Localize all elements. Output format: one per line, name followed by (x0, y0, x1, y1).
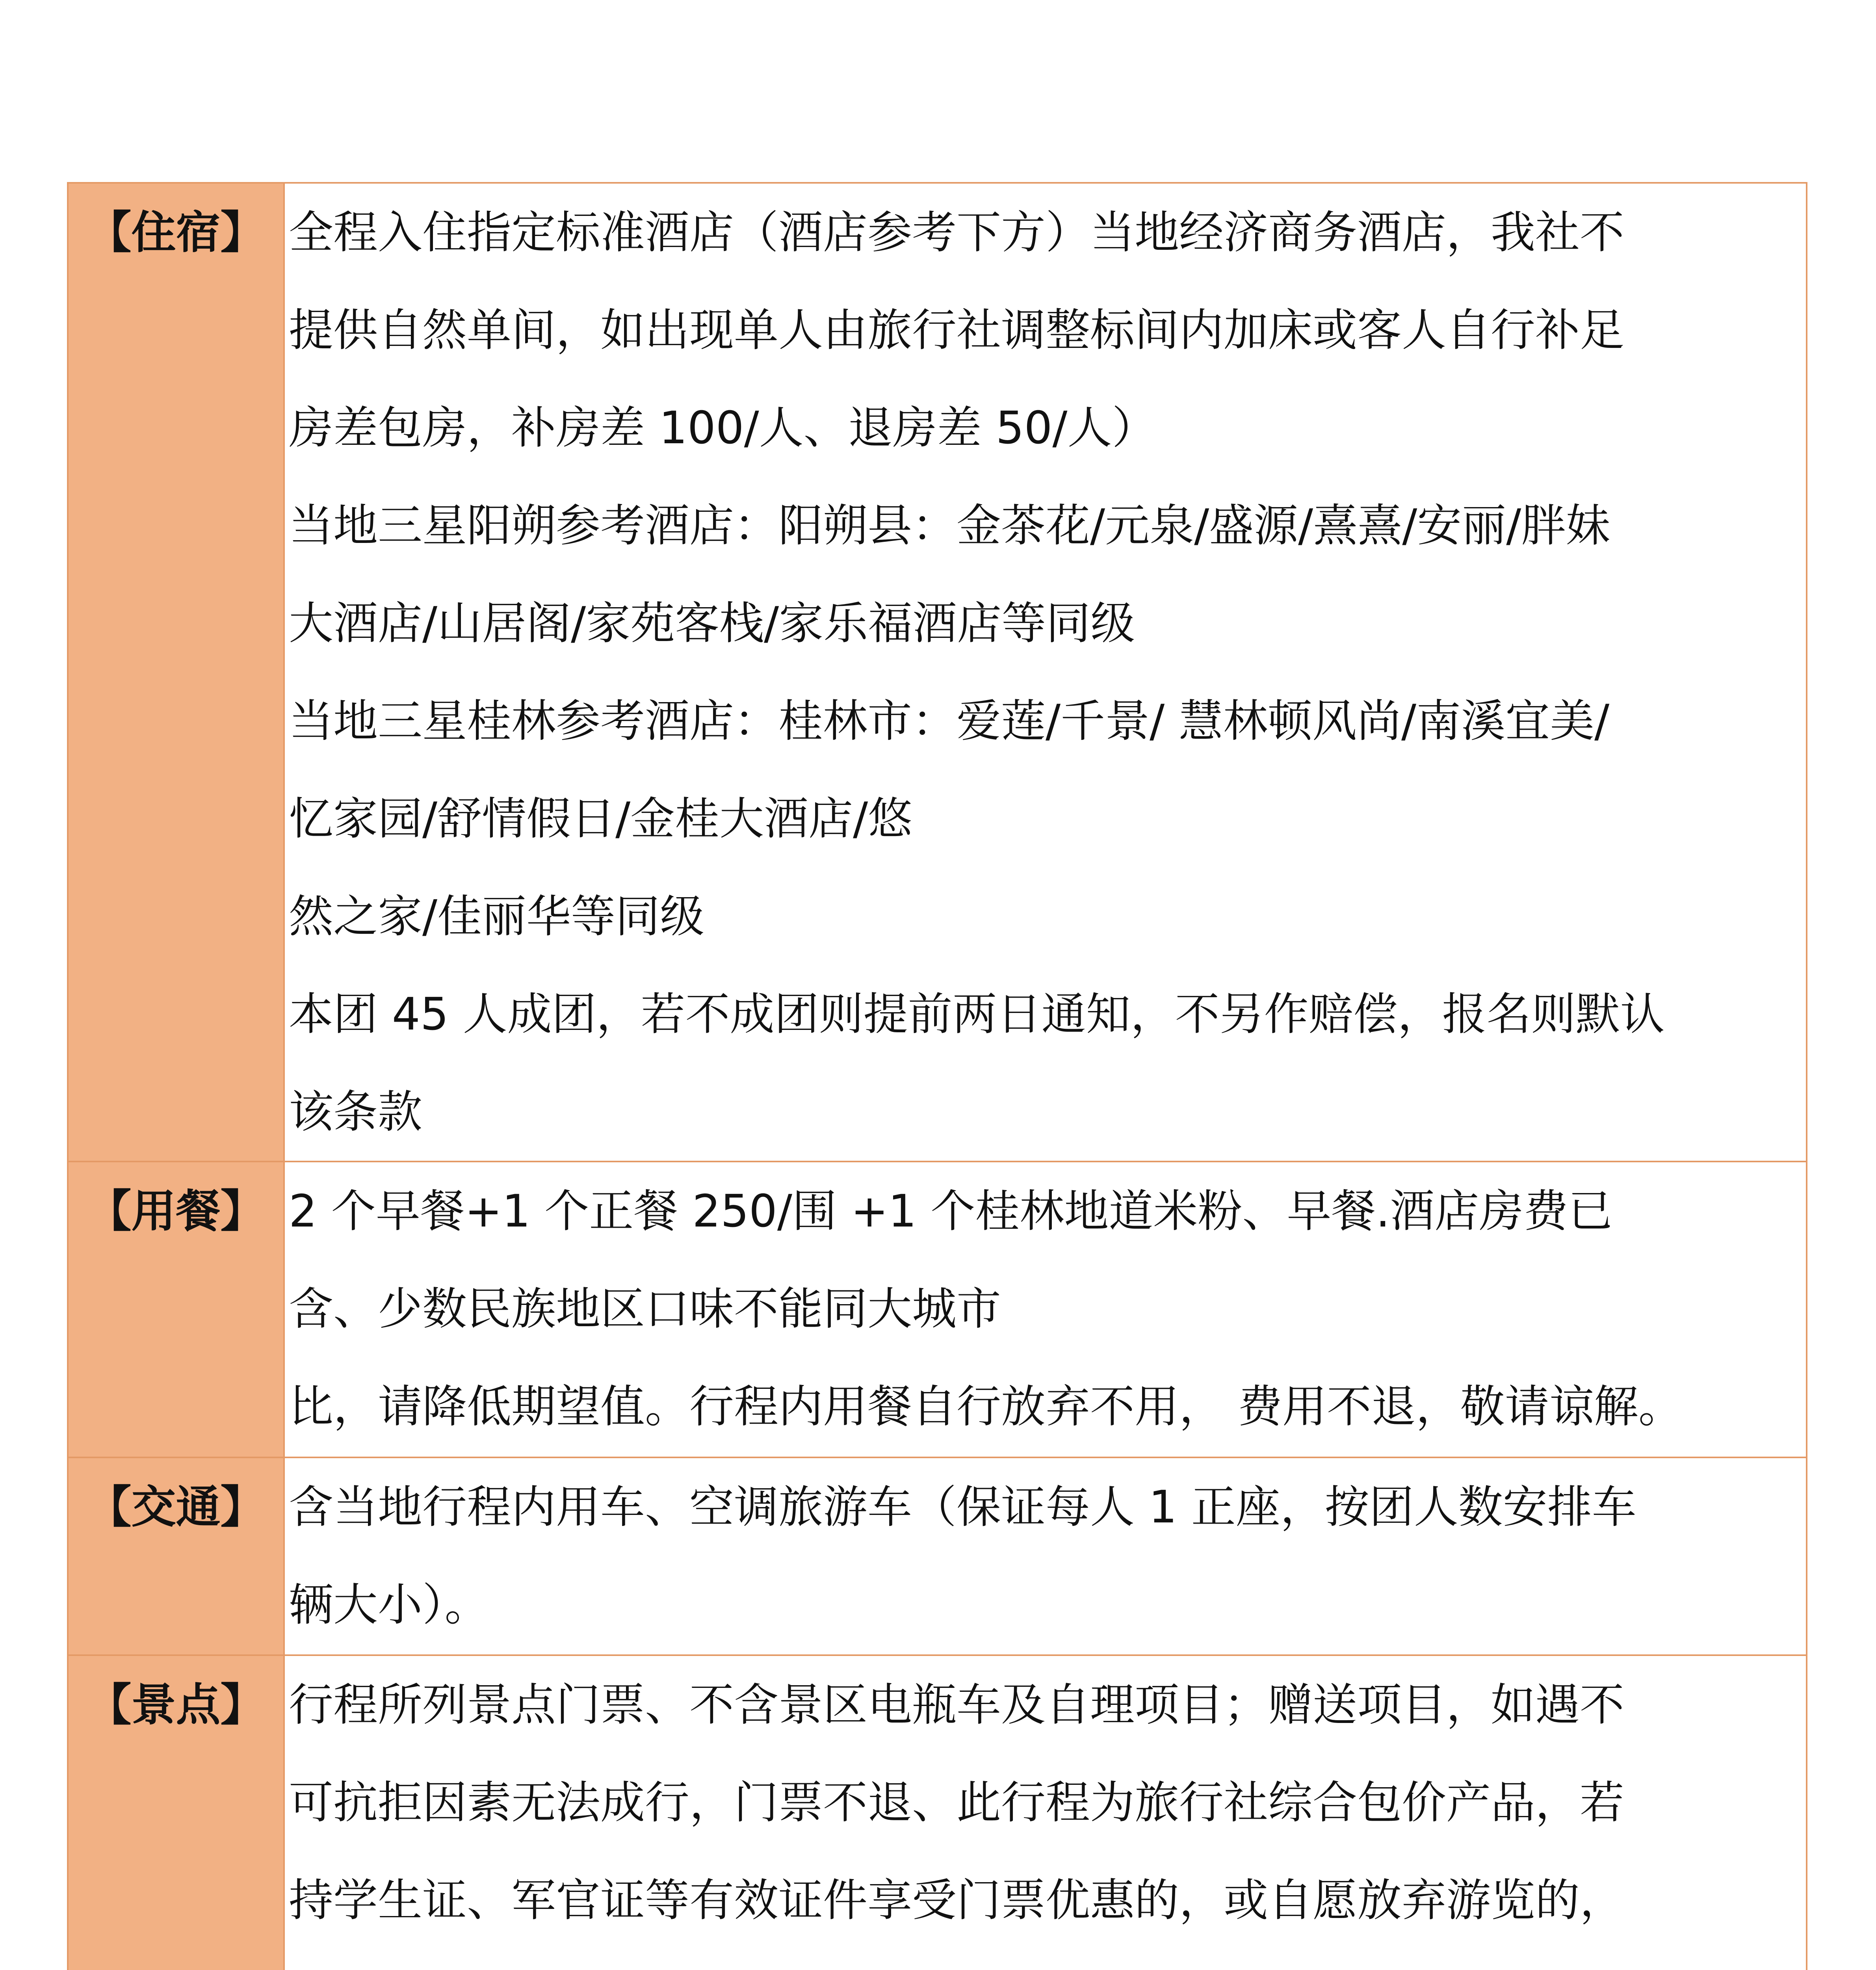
table-row-lodging (68, 183, 1807, 1162)
content-line (289, 1949, 1803, 1970)
content-line: 可抗拒因素无法成行，门票不退、此行程为旅行社综合包价产品，若 (289, 1777, 1624, 1829)
content-line: 当地三星阳朔参考酒店：阳朔县：金茶花/元泉/盛源/熹熹/安丽/胖妹 (289, 500, 1610, 552)
content-line: 忆家园/舒情假日/金桂大酒店/悠 (289, 793, 913, 845)
content-line: 房差包房，补房差 100/人、退房差 50/人） (289, 402, 1157, 454)
row-label (68, 183, 284, 1162)
row-content (284, 183, 1807, 1162)
content-line: 2 个早餐+1 个正餐 250/围 +1 个桂林地道米粉、早餐.酒店房费已 (289, 1185, 1613, 1237)
table-row-meals (68, 1162, 1807, 1457)
info-table (67, 182, 1807, 1970)
content-line: 本团 45 人成团，若不成团则提前两日通知，不另作赔偿，报名则默认 (289, 988, 1665, 1040)
content-line: 大酒店/山居阁/家苑客栈/家乐福酒店等同级 (289, 597, 1135, 649)
row-content (284, 1162, 1807, 1457)
row-label (68, 1655, 284, 1970)
table-row-attractions (68, 1655, 1807, 1970)
row-label-text: 【交通】 (87, 1481, 265, 1533)
content-line: 提供自然单间，如出现单人由旅行社调整标间内加床或客人自行补足 (289, 304, 1624, 356)
content-line: 行程所列景点门票、不含景区电瓶车及自理项目；赠送项目，如遇不 (289, 1679, 1624, 1731)
content-line: 辆大小）。 (289, 1579, 489, 1631)
row-label (68, 1162, 284, 1457)
row-label-text: 【住宿】 (87, 206, 265, 258)
content-line: 含、少数民族地区口味不能同大城市 (289, 1283, 1001, 1335)
content-line: 持学生证、军官证等有效证件享受门票优惠的，或自愿放弃游览的， (289, 1874, 1624, 1926)
row-label (68, 1457, 284, 1655)
content-line: 比，请降低期望值。行程内用餐自行放弃不用， 费用不退，敬请谅解。 (289, 1381, 1683, 1433)
content-line: 当地三星桂林参考酒店：桂林市：爱莲/千景/ 慧林顿风尚/南溪宜美/ (289, 695, 1610, 747)
row-label-text: 【用餐】 (87, 1185, 265, 1237)
table-row-transport (68, 1457, 1807, 1655)
row-content (284, 1457, 1807, 1655)
content-line: 该条款 (289, 1086, 422, 1138)
row-label-text: 【景点】 (87, 1679, 265, 1731)
content-line: 然之家/佳丽华等同级 (289, 890, 705, 942)
content-line: 含当地行程内用车、空调旅游车（保证每人 1 正座，按团人数安排车 (289, 1481, 1636, 1533)
row-content (284, 1655, 1807, 1970)
content-line: 全程入住指定标准酒店（酒店参考下方）当地经济商务酒店，我社不 (289, 206, 1624, 258)
